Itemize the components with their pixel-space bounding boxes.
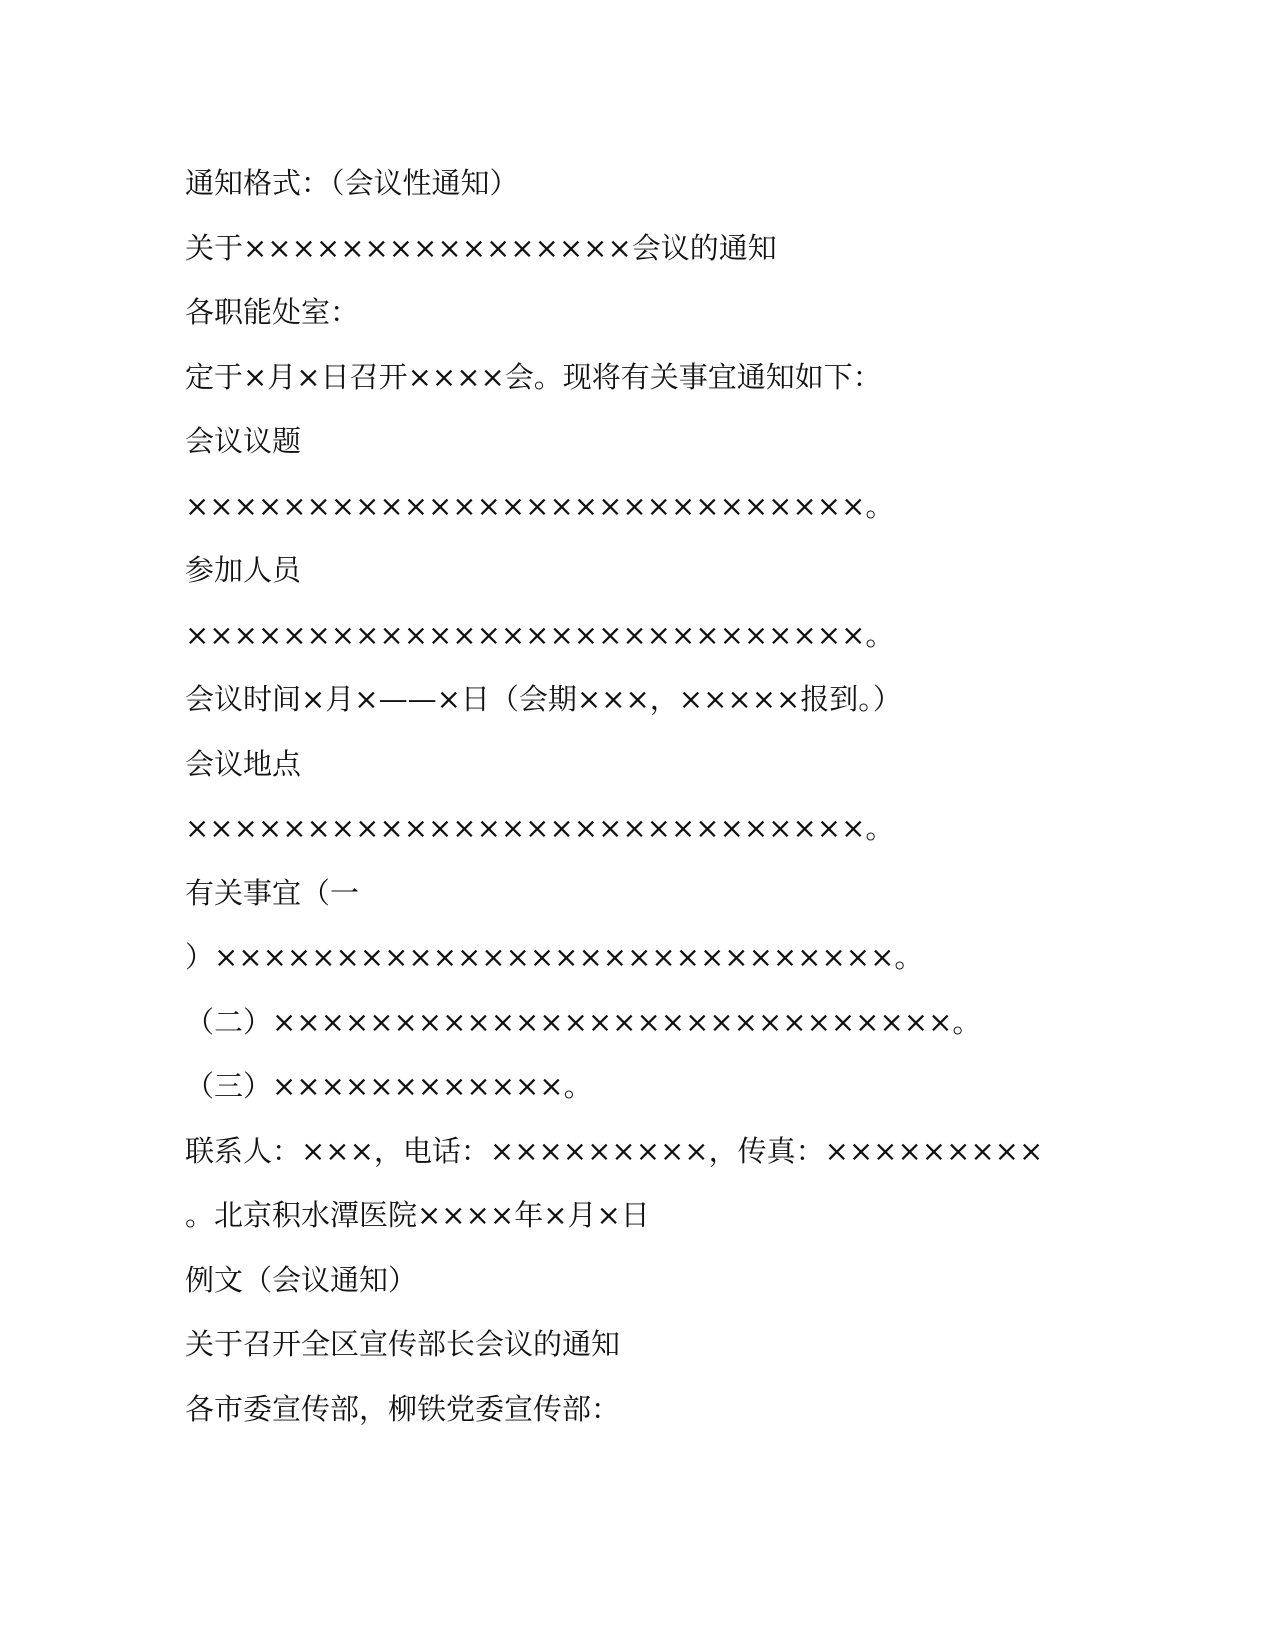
contact-line: 联系人：×××，电话：×××××××××，传真：××××××××× (185, 1133, 1044, 1168)
meeting-time-line: 会议时间×月×——×日（会期×××，×××××报到。） (185, 682, 902, 716)
intro-paragraph: 定于×月×日召开××××会。现将有关事宜通知如下： (185, 359, 882, 394)
example-title: 关于召开全区宣传部长会议的通知 (185, 1327, 621, 1361)
section-body-attendees: ××××××××××××××××××××××××××××。 (185, 617, 895, 652)
example-recipient-line: 各市委宣传部，柳铁党委宣传部： (185, 1391, 621, 1426)
section-heading-attendees: 参加人员 (185, 553, 302, 587)
section-body-location: ××××××××××××××××××××××××××××。 (185, 811, 895, 845)
notice-format-heading: 通知格式：（会议性通知） (185, 166, 519, 200)
matter-item-1: ）××××××××××××××××××××××××××××。 (185, 940, 924, 974)
document-body (185, 163, 1105, 1453)
matter-item-3: （三）××××××××××××。 (185, 1069, 593, 1103)
section-heading-matters: 有关事宜（一 (185, 875, 360, 910)
signature-date-line: 。北京积水潭医院××××年×月×日 (185, 1198, 650, 1232)
section-heading-location: 会议地点 (185, 746, 302, 781)
recipient-line: 各职能处室： (185, 295, 360, 329)
section-heading-topic: 会议议题 (185, 424, 302, 458)
section-body-topic: ××××××××××××××××××××××××××××。 (185, 488, 895, 523)
example-heading: 例文（会议通知） (185, 1262, 418, 1297)
matter-item-2: （二）××××××××××××××××××××××××××××。 (185, 1004, 982, 1039)
notice-title: 关于××××××××××××××××会议的通知 (185, 230, 777, 265)
